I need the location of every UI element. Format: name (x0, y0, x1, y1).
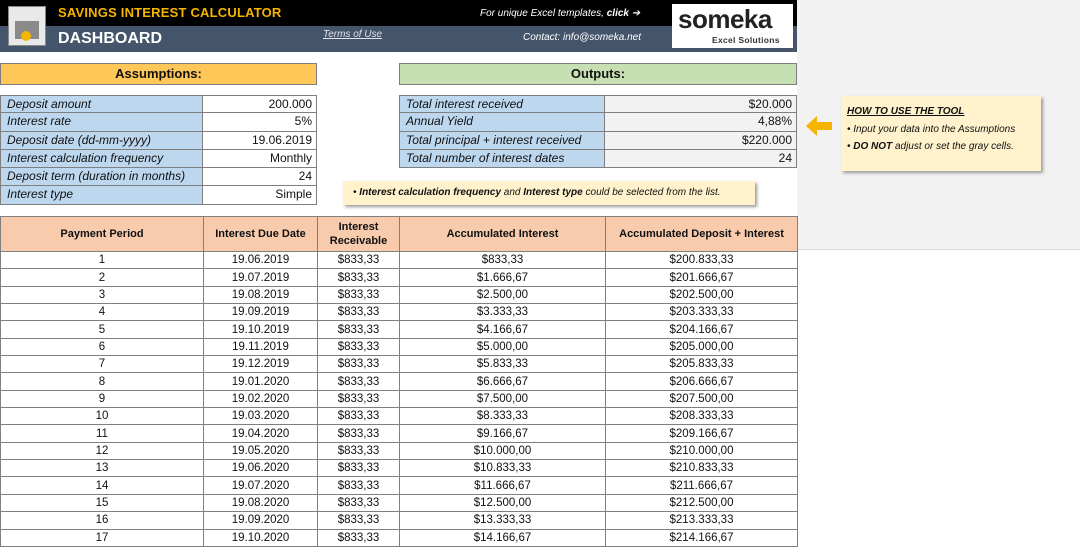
assumption-label: Deposit amount (0, 95, 203, 113)
output-label: Total number of interest dates (399, 150, 605, 168)
table-cell: $6.666,67 (400, 373, 606, 390)
table-cell: 11 (1, 425, 204, 442)
table-cell: 19.07.2019 (204, 269, 318, 286)
table-row (1, 321, 798, 338)
table-cell: 19.11.2019 (204, 338, 318, 355)
table-cell: $206.666,67 (606, 373, 798, 390)
click-text[interactable]: click (606, 8, 629, 19)
table-cell: $207.500,00 (606, 390, 798, 407)
assumption-label: Interest type (0, 186, 203, 204)
assumption-row (0, 150, 317, 168)
table-cell: $209.166,67 (606, 425, 798, 442)
assumption-label: Deposit term (duration in months) (0, 168, 203, 186)
how-to-line: • DO NOT adjust or set the gray cells. (847, 141, 1014, 152)
table-row (1, 442, 798, 459)
table-cell: $833,33 (318, 304, 400, 321)
table-cell: $8.333,33 (400, 408, 606, 425)
column-header: Interest Due Date (204, 217, 318, 252)
table-cell: 15 (1, 494, 204, 511)
table-cell: $833,33 (318, 460, 400, 477)
table-cell: 19.10.2020 (204, 529, 318, 546)
table-row (1, 425, 798, 442)
output-row (399, 132, 797, 150)
how-to-title: HOW TO USE THE TOOL (847, 106, 965, 117)
brand-subtitle: Excel Solutions (712, 35, 780, 45)
table-cell: $833,33 (400, 252, 606, 269)
table-cell: $7.500,00 (400, 390, 606, 407)
output-value: 4,88% (605, 113, 797, 131)
table-cell: $13.333,33 (400, 512, 606, 529)
deposit-date-field[interactable]: 19.06.2019 (203, 132, 317, 150)
table-cell: $203.333,33 (606, 304, 798, 321)
how-to-box (841, 96, 1041, 171)
table-cell: $3.333,33 (400, 304, 606, 321)
deposit-amount-field[interactable]: 200.000 (203, 95, 317, 113)
table-cell: $1.666,67 (400, 269, 606, 286)
table-row (1, 269, 798, 286)
table-cell: 19.01.2020 (204, 373, 318, 390)
table-cell: 1 (1, 252, 204, 269)
output-value: $220.000 (605, 132, 797, 150)
table-cell: $205.000,00 (606, 338, 798, 355)
arrow-right-icon: ➔ (631, 8, 641, 19)
table-cell: $210.000,00 (606, 442, 798, 459)
table-cell: $208.333,33 (606, 408, 798, 425)
table-cell: $212.500,00 (606, 494, 798, 511)
table-cell: 19.09.2020 (204, 512, 318, 529)
assumption-row (0, 186, 317, 204)
table-row (1, 252, 798, 269)
bullet-icon: • (353, 187, 357, 198)
assumption-row (0, 168, 317, 186)
table-cell: 16 (1, 512, 204, 529)
table-cell: $833,33 (318, 269, 400, 286)
table-cell: $12.500,00 (400, 494, 606, 511)
table-cell: 19.08.2020 (204, 494, 318, 511)
table-cell: $14.166,67 (400, 529, 606, 546)
table-cell: 19.06.2020 (204, 460, 318, 477)
output-row (399, 150, 797, 168)
selection-note (343, 181, 755, 205)
table-row (1, 494, 798, 511)
table-cell: 19.05.2020 (204, 442, 318, 459)
table-cell: 19.02.2020 (204, 390, 318, 407)
table-cell: $833,33 (318, 494, 400, 511)
terms-of-use-link[interactable]: Terms of Use (323, 29, 383, 40)
output-row (399, 95, 797, 113)
table-cell: 17 (1, 529, 204, 546)
outputs-header: Outputs: (399, 63, 797, 85)
assumption-row (0, 95, 317, 113)
table-cell: $833,33 (318, 425, 400, 442)
table-row (1, 477, 798, 494)
table-row (1, 286, 798, 303)
table-cell: $833,33 (318, 286, 400, 303)
table-cell: $10.833,33 (400, 460, 606, 477)
table-cell: 19.06.2019 (204, 252, 318, 269)
table-cell: $11.666,67 (400, 477, 606, 494)
table-cell: 2 (1, 269, 204, 286)
table-cell: $205.833,33 (606, 356, 798, 373)
table-cell: $213.333,33 (606, 512, 798, 529)
templates-link[interactable] (480, 8, 640, 19)
table-cell: $833,33 (318, 390, 400, 407)
table-cell: 10 (1, 408, 204, 425)
output-label: Total principal + interest received (399, 132, 605, 150)
table-cell: $5.000,00 (400, 338, 606, 355)
table-cell: 19.12.2019 (204, 356, 318, 373)
outputs-table (399, 95, 797, 168)
deposit-term-field[interactable]: 24 (203, 168, 317, 186)
table-cell: $210.833,33 (606, 460, 798, 477)
output-label: Annual Yield (399, 113, 605, 131)
table-cell: 5 (1, 321, 204, 338)
column-header: Accumulated Deposit + Interest (606, 217, 798, 252)
table-row (1, 338, 798, 355)
templates-text: For unique Excel templates, (480, 8, 604, 19)
table-cell: 19.09.2019 (204, 304, 318, 321)
table-cell: 7 (1, 356, 204, 373)
table-row (1, 373, 798, 390)
table-row (1, 390, 798, 407)
table-cell: 19.03.2020 (204, 408, 318, 425)
assumption-label: Deposit date (dd-mm-yyyy) (0, 132, 203, 150)
table-cell: $833,33 (318, 477, 400, 494)
table-cell: 12 (1, 442, 204, 459)
output-value: 24 (605, 150, 797, 168)
table-row (1, 356, 798, 373)
table-cell: $5.833,33 (400, 356, 606, 373)
table-cell: $4.166,67 (400, 321, 606, 338)
table-cell: $833,33 (318, 442, 400, 459)
table-cell: 9 (1, 390, 204, 407)
how-to-line: • Input your data into the Assumptions (847, 124, 1016, 135)
calculator-logo-icon (8, 6, 46, 46)
assumptions-table (0, 95, 317, 205)
table-row (1, 408, 798, 425)
table-cell: $833,33 (318, 356, 400, 373)
frequency-select[interactable]: Monthly (203, 150, 317, 168)
table-cell: $9.166,67 (400, 425, 606, 442)
table-cell: $204.166,67 (606, 321, 798, 338)
table-cell: $833,33 (318, 338, 400, 355)
brand-logo[interactable] (672, 4, 793, 48)
table-cell: 19.07.2020 (204, 477, 318, 494)
table-row (1, 512, 798, 529)
table-cell: $10.000,00 (400, 442, 606, 459)
arrow-left-icon (806, 116, 832, 136)
column-header: Accumulated Interest (400, 217, 606, 252)
table-cell: $214.166,67 (606, 529, 798, 546)
page-title: DASHBOARD (58, 30, 162, 47)
column-header: Interest Receivable (318, 217, 400, 252)
table-cell: 6 (1, 338, 204, 355)
table-cell: $2.500,00 (400, 286, 606, 303)
output-label: Total interest received (399, 95, 605, 113)
table-cell: 4 (1, 304, 204, 321)
table-cell: $200.833,33 (606, 252, 798, 269)
table-header-row (1, 217, 798, 252)
table-cell: 14 (1, 477, 204, 494)
table-cell: $833,33 (318, 321, 400, 338)
table-row (1, 529, 798, 546)
output-row (399, 113, 797, 131)
assumption-row (0, 132, 317, 150)
interest-type-select[interactable]: Simple (203, 186, 317, 204)
interest-rate-field[interactable]: 5% (203, 113, 317, 131)
note-bold-type: Interest type (523, 187, 583, 198)
note-text: and (501, 187, 524, 198)
brand-name: someka (678, 4, 772, 34)
table-cell: $833,33 (318, 373, 400, 390)
assumption-label: Interest calculation frequency (0, 150, 203, 168)
table-cell: $833,33 (318, 408, 400, 425)
column-header: Payment Period (1, 217, 204, 252)
table-cell: $202.500,00 (606, 286, 798, 303)
table-cell: $201.666,67 (606, 269, 798, 286)
assumption-row (0, 113, 317, 131)
table-cell: $211.666,67 (606, 477, 798, 494)
table-cell: $833,33 (318, 512, 400, 529)
table-cell: 8 (1, 373, 204, 390)
assumption-label: Interest rate (0, 113, 203, 131)
contact-email[interactable]: Contact: info@someka.net (523, 32, 641, 43)
table-cell: $833,33 (318, 252, 400, 269)
note-bold-frequency: Interest calculation frequency (359, 187, 502, 198)
table-cell: 19.04.2020 (204, 425, 318, 442)
output-value: $20.000 (605, 95, 797, 113)
table-row (1, 304, 798, 321)
table-cell: 13 (1, 460, 204, 477)
payment-schedule-table (0, 216, 798, 547)
app-title: SAVINGS INTEREST CALCULATOR (58, 5, 282, 20)
assumptions-header: Assumptions: (0, 63, 317, 85)
table-cell: 19.10.2019 (204, 321, 318, 338)
table-cell: 3 (1, 286, 204, 303)
table-cell: $833,33 (318, 529, 400, 546)
table-cell: 19.08.2019 (204, 286, 318, 303)
table-row (1, 460, 798, 477)
note-text: could be selected from the list. (582, 187, 721, 198)
